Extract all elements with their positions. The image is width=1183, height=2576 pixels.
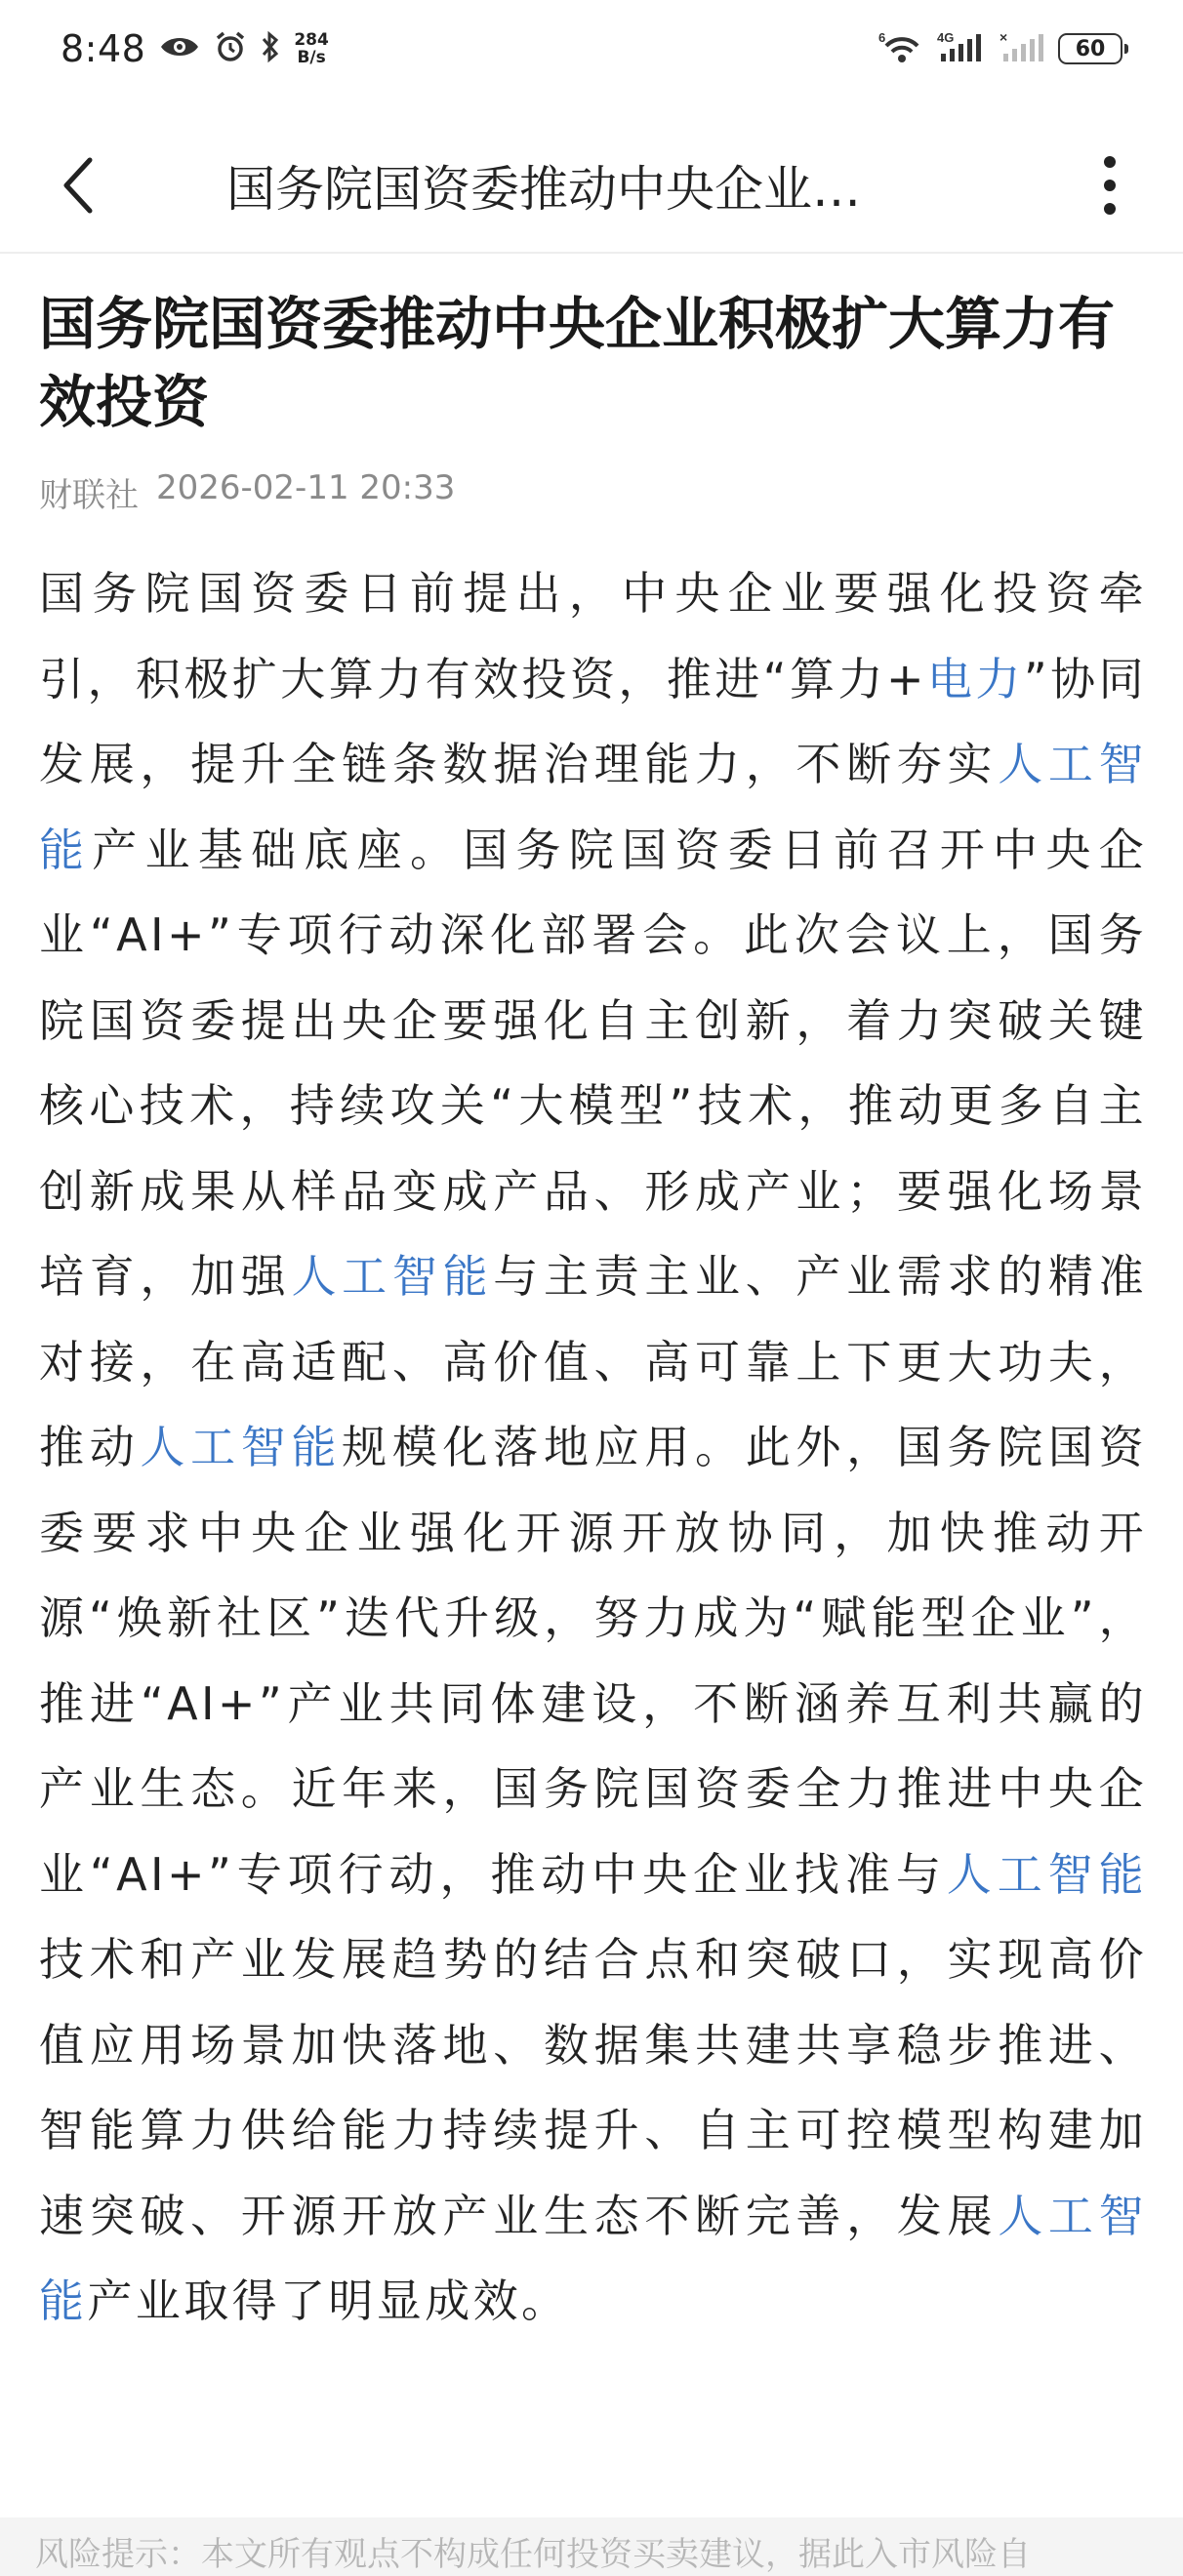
eye-icon (159, 32, 200, 65)
status-right (878, 30, 1122, 67)
body-segment: 国务院国资委日前提出，中央企业要强化投资牵引，积极扩大算力有效投资，推进“算力+ (39, 567, 1147, 705)
keyword-link-electric-power[interactable]: 电力 (926, 652, 1024, 705)
article (39, 285, 1147, 2345)
more-options-button[interactable] (1085, 148, 1134, 222)
cellular-signal-icon (937, 30, 986, 67)
keyword-link-ai[interactable]: 人工智能 (291, 1250, 494, 1303)
battery-indicator: 60 (1058, 33, 1122, 64)
article-source: 财联社 (39, 476, 139, 515)
back-button[interactable] (49, 148, 107, 222)
wifi-icon (878, 30, 923, 67)
article-datetime: 2026-02-11 20:33 (156, 468, 456, 507)
network-speed-unit: B/s (297, 48, 326, 67)
keyword-link-ai[interactable]: 人工智能 (39, 2189, 1147, 2327)
article-header-bar (0, 117, 1183, 254)
body-segment: 产业取得了明显成效。 (87, 2274, 570, 2327)
alarm-icon (214, 30, 247, 67)
svg-text:4G: 4G (937, 30, 955, 45)
body-segment: 规模化落地应用。此外，国务院国资委要求中央企业强化开源开放协同，加快推动开源“焕新社区”迭代升级，努力成为“赋能型企业”，推进“AI+”产业共同体建设，不断涵养互利共赢的产业生态。近年来，国务院国资委全力推进中央企业“AI+”专项行动，推动中央企业找准与 (39, 1421, 1147, 1901)
body-segment: 产业基础底座。国务院国资委日前召开中央企业“AI+”专项行动深化部署会。此次会议上，国务院国资委提出央企要强化自主创新，着力突破关键核心技术，持续攻关“大模型”技术，推动更多自主创新成果从样品变成产品、形成产业；要强化场景培育，加强 (39, 823, 1147, 1303)
more-vertical-icon (1100, 154, 1120, 217)
status-bar (0, 0, 1183, 98)
body-segment: ”协同发展，提升全链条数据治理能力，不断夯实 (39, 652, 1147, 790)
chevron-left-icon (59, 156, 98, 215)
risk-notice: 风险提示：本文所有观点不构成任何投资买卖建议，据此入市风险自 (0, 2517, 1183, 2576)
article-title: 国务院国资委推动中央企业积极扩大算力有效投资 (39, 291, 1116, 435)
svg-text:×: × (999, 30, 1008, 45)
cellular-signal-2-icon (999, 30, 1044, 67)
svg-text:6: 6 (878, 30, 886, 45)
keyword-link-ai[interactable]: 人工智能 (39, 738, 1147, 876)
header-title: 国务院国资委推动中央企业… (226, 161, 861, 218)
body-segment: 技术和产业发展趋势的结合点和突破口，实现高价值应用场景加快落地、数据集共建共享稳步推进、智能算力供给能力持续提升、自主可控模型构建加速突破、开源开放产业生态不断完善，发展 (39, 1933, 1147, 2242)
network-speed-value: 284 (294, 30, 329, 50)
status-left (61, 27, 329, 70)
article-meta (39, 468, 1147, 516)
network-speed (294, 31, 329, 66)
keyword-link-ai[interactable]: 人工智能 (140, 1421, 343, 1473)
body-segment: 与主责主业、产业需求的精准对接，在高适配、高价值、高可靠上下更大功夫，推动 (39, 1250, 1148, 1473)
keyword-link-ai[interactable]: 人工智能 (946, 1847, 1147, 1901)
article-body (39, 551, 1147, 2345)
status-time: 8:48 (61, 27, 146, 70)
bluetooth-icon (261, 30, 280, 67)
